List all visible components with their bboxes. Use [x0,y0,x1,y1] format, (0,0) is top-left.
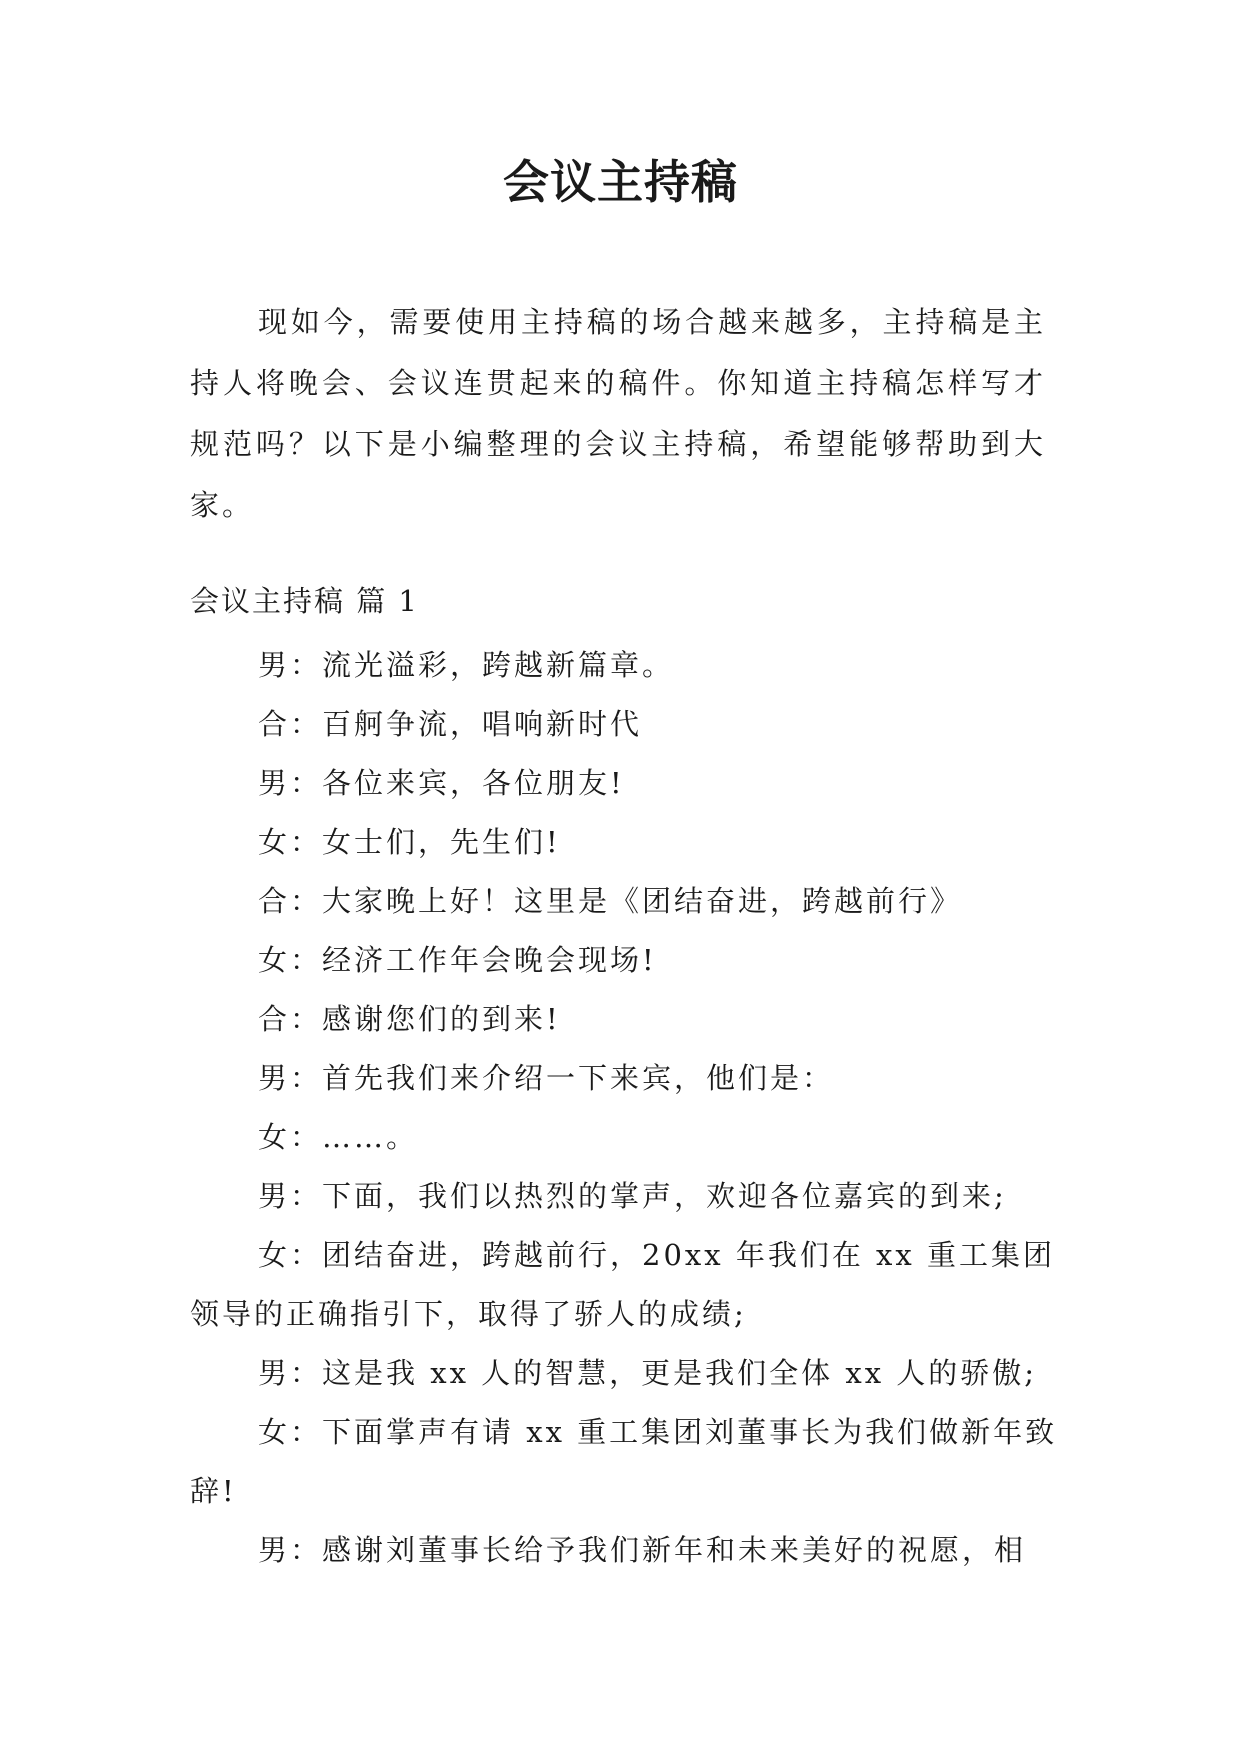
script-line: 合：感谢您们的到来! [258,1002,561,1036]
script-line: 男：这是我 xx 人的智慧，更是我们全体 xx 人的骄傲; [258,1356,1038,1390]
script-line: 男：感谢刘董事长给予我们新年和未来美好的祝愿，相 [258,1533,1027,1567]
script-line: 合：百舸争流，唱响新时代 [258,707,643,741]
script-line: 男：首先我们来介绍一下来宾，他们是： [258,1061,835,1095]
script-line: 女：经济工作年会晚会现场! [258,943,657,977]
script-line: 女：女士们，先生们! [258,825,561,859]
script-lines [190,636,1066,1580]
script-line: 合：大家晚上好！这里是《团结奋进，跨越前行》 [258,884,963,918]
script-line: 女：……。 [258,1120,419,1154]
script-line: 男：各位来宾，各位朋友! [258,766,625,800]
document-title: 会议主持稿 [503,155,738,209]
intro-paragraph: 现如今，需要使用主持稿的场合越来越多，主持稿是主持人将晚会、会议连贯起来的稿件。你知道主持稿怎样写才规范吗？以下是小编整理的会议主持稿，希望能够帮助到大家。 [190,305,1046,522]
script-line: 女：下面掌声有请 xx 重工集团刘董事长为我们做新年致辞! [190,1415,1058,1508]
script-line: 女：团结奋进，跨越前行，20xx 年我们在 xx 重工集团领导的正确指引下，取得了骄人的成绩; [190,1238,1055,1331]
script-line: 男：流光溢彩，跨越新篇章。 [258,648,675,682]
section-heading: 会议主持稿 篇 1 [190,584,419,618]
script-line: 男：下面，我们以热烈的掌声，欢迎各位嘉宾的到来; [258,1179,1007,1213]
